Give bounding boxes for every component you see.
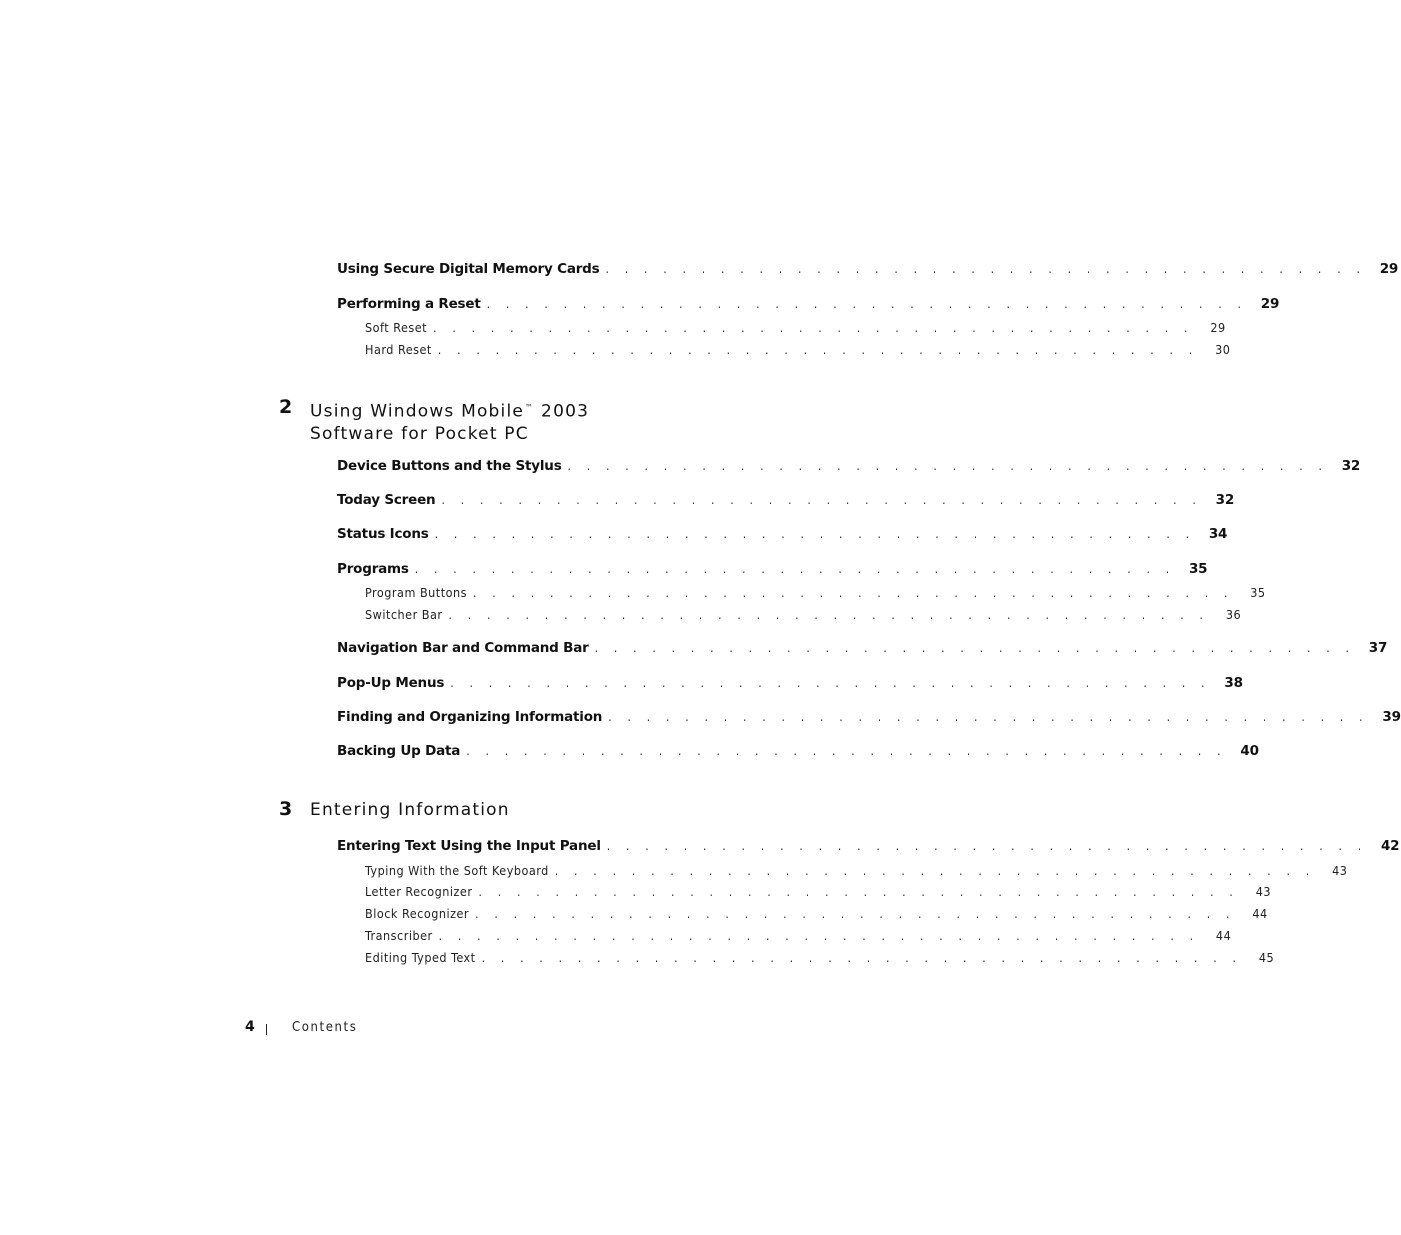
dot-leader: . . . . . . . . . . . . . . . . . . . . . . . . . . . . . . . . . . . . . . . . — [448, 608, 1210, 622]
dot-leader: . . . . . . . . . . . . . . . . . . . . . . . . . . . . . . . . . . . . . . . . — [466, 744, 1227, 758]
toc-entry-title: Transcriber — [365, 928, 433, 943]
chapter-title-line1-suffix: 2003 — [541, 401, 590, 422]
toc-entry-title: Switcher Bar — [365, 607, 443, 622]
toc-entry-page: 29 — [1210, 320, 1226, 335]
chapter-number: 2 — [279, 396, 293, 418]
toc-entry-title: Entering Text Using the Input Panel — [337, 838, 601, 854]
toc-entry-title: Block Recognizer — [365, 906, 470, 921]
toc-entry-title: Navigation Bar and Command Bar — [337, 640, 589, 656]
toc-entry[interactable] — [337, 743, 1259, 763]
dot-leader: . . . . . . . . . . . . . . . . . . . . . . . . . . . . . . . . . . . . . . . . — [414, 562, 1176, 576]
toc-entry[interactable] — [337, 526, 1228, 546]
toc-entry-page: 35 — [1250, 585, 1266, 600]
toc-subentry[interactable] — [365, 928, 1232, 948]
dot-leader: . . . . . . . . . . . . . . . . . . . . . . . . . . . . . . . . . . . . . . . . — [475, 907, 1236, 921]
chapter-title[interactable]: Entering Information — [310, 800, 510, 820]
toc-entry-page: 38 — [1224, 675, 1243, 691]
toc-entry-page: 37 — [1368, 640, 1388, 656]
dot-leader: . . . . . . . . . . . . . . . . . . . . . . . . . . . . . . . . . . . . . . . . — [486, 297, 1248, 311]
toc-entry-title: Letter Recognizer — [365, 884, 473, 899]
toc-entry-title: Using Secure Digital Memory Cards — [337, 261, 600, 277]
toc-entry-page: 45 — [1258, 950, 1275, 965]
chapter-title-line2: Software for Pocket PC — [310, 423, 529, 444]
dot-leader: . . . . . . . . . . . . . . . . . . . . . . . . . . . . . . . . . . . . . . . . — [434, 527, 1196, 541]
toc-entry-page: 35 — [1188, 561, 1208, 577]
dot-leader: . . . . . . . . . . . . . . . . . . . . . . . . . . . . . . . . . . . . . . . . — [437, 343, 1199, 357]
chapter-number: 3 — [279, 798, 293, 820]
dot-leader: . . . . . . . . . . . . . . . . . . . . . . . . . . . . . . . . . . . . . . . . — [554, 864, 1316, 878]
toc-entry[interactable] — [337, 261, 1399, 281]
dot-leader: . . . . . . . . . . . . . . . . . . . . . . . . . . . . . . . . . . . . . . . . — [438, 929, 1200, 943]
toc-entry-title: Typing With the Soft Keyboard — [365, 863, 549, 878]
toc-subentry[interactable] — [365, 950, 1275, 970]
toc-entry-page: 29 — [1379, 261, 1399, 277]
toc-entry-title: Programs — [337, 561, 409, 577]
toc-entry-page: 43 — [1332, 863, 1348, 878]
dot-leader: . . . . . . . . . . . . . . . . . . . . . . . . . . . . . . . . . . . . . . . . — [450, 676, 1211, 690]
footer-page-number: 4 — [245, 1019, 255, 1035]
toc-entry-title: Pop-Up Menus — [337, 675, 445, 691]
toc-entry-page: 39 — [1382, 709, 1401, 725]
dot-leader: . . . . . . . . . . . . . . . . . . . . . . . . . . . . . . . . . . . . . . . . — [441, 493, 1203, 507]
toc-entry-page: 30 — [1215, 342, 1231, 357]
footer-label: Contents — [292, 1020, 358, 1035]
toc-subentry[interactable] — [365, 585, 1266, 605]
dot-leader: . . . . . . . . . . . . . . . . . . . . . . . . . . . . . . . . . . . . . . . . — [473, 586, 1234, 600]
dot-leader: . . . . . . . . . . . . . . . . . . . . . . . . . . . . . . . . . . . . . . . . — [608, 710, 1369, 724]
toc-entry-title: Backing Up Data — [337, 743, 461, 759]
toc-entry[interactable] — [337, 561, 1208, 581]
toc-entry-page: 32 — [1341, 458, 1361, 474]
toc-entry-page: 34 — [1208, 526, 1228, 542]
dot-leader: . . . . . . . . . . . . . . . . . . . . . . . . . . . . . . . . . . . . . . . . — [605, 262, 1367, 276]
toc-entry[interactable] — [337, 838, 1400, 858]
dot-leader: . . . . . . . . . . . . . . . . . . . . . . . . . . . . . . . . . . . . . . . . — [478, 885, 1240, 899]
toc-entry-title: Soft Reset — [365, 320, 428, 335]
toc-entry-page: 44 — [1252, 906, 1268, 921]
toc-entry[interactable] — [337, 296, 1280, 316]
toc-entry-page: 29 — [1260, 296, 1280, 312]
toc-entry-page: 36 — [1225, 607, 1242, 622]
toc-subentry[interactable] — [365, 607, 1242, 627]
footer-divider — [266, 1024, 267, 1035]
toc-entry-title: Today Screen — [337, 492, 436, 508]
toc-subentry[interactable] — [365, 320, 1226, 340]
dot-leader: . . . . . . . . . . . . . . . . . . . . . . . . . . . . . . . . . . . . . . . . — [567, 459, 1329, 473]
toc-entry-page: 42 — [1380, 838, 1400, 854]
toc-entry[interactable] — [337, 675, 1243, 695]
toc-subentry[interactable] — [365, 884, 1272, 904]
toc-entry-page: 43 — [1255, 884, 1272, 899]
dot-leader: . . . . . . . . . . . . . . . . . . . . . . . . . . . . . . . . . . . . . . . . — [594, 641, 1356, 655]
toc-entry-title: Editing Typed Text — [365, 950, 476, 965]
dot-leader: . . . . . . . . . . . . . . . . . . . . . . . . . . . . . . . . . . . . . . . . — [606, 839, 1368, 853]
dot-leader: . . . . . . . . . . . . . . . . . . . . . . . . . . . . . . . . . . . . . . . . — [433, 321, 1194, 335]
toc-entry[interactable] — [337, 709, 1401, 729]
toc-entry[interactable] — [337, 492, 1235, 512]
toc-subentry[interactable] — [365, 342, 1231, 362]
toc-entry-page: 40 — [1240, 743, 1259, 759]
toc-entry-page: 32 — [1215, 492, 1235, 508]
chapter-title-line1: Using Windows Mobile — [310, 401, 525, 422]
toc-entry-title: Device Buttons and the Stylus — [337, 458, 562, 474]
toc-subentry[interactable] — [365, 906, 1268, 926]
toc-entry-title: Program Buttons — [365, 585, 467, 600]
toc-entry-title: Finding and Organizing Information — [337, 709, 603, 725]
chapter-title[interactable] — [310, 397, 589, 445]
toc-entry-title: Status Icons — [337, 526, 429, 542]
toc-subentry[interactable] — [365, 863, 1348, 883]
toc-entry[interactable] — [337, 640, 1388, 660]
toc-entry-title: Performing a Reset — [337, 296, 481, 312]
toc-entry-title: Hard Reset — [365, 342, 432, 357]
trademark-symbol: ™ — [525, 403, 534, 412]
dot-leader: . . . . . . . . . . . . . . . . . . . . . . . . . . . . . . . . . . . . . . . . — [481, 951, 1243, 965]
toc-entry[interactable] — [337, 458, 1361, 478]
toc-entry-page: 44 — [1215, 928, 1232, 943]
